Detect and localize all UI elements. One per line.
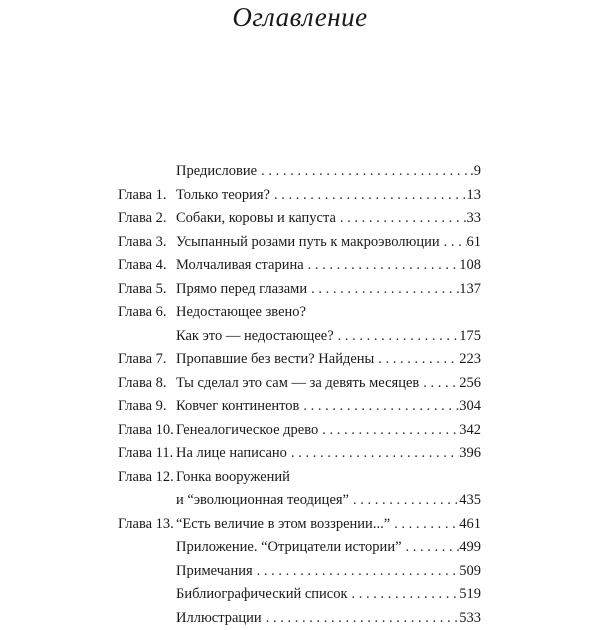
entry-title: “Есть величие в этом воззрении...” <box>176 513 390 537</box>
entry-title: Ковчег континентов <box>176 395 299 419</box>
entry-title: Генеалогическое древо <box>176 419 318 443</box>
toc-row <box>118 160 481 184</box>
toc-row <box>118 583 481 607</box>
leader-dots <box>440 231 467 255</box>
toc-row <box>118 254 481 278</box>
chapter-number: Глава 9. <box>118 395 176 419</box>
table-of-contents <box>118 160 481 630</box>
chapter-number: Глава 7. <box>118 348 176 372</box>
page-number: 396 <box>459 442 481 466</box>
leader-dots <box>270 184 467 208</box>
toc-entry[interactable] <box>176 301 481 325</box>
page-number: 33 <box>467 207 482 231</box>
toc-row <box>118 466 481 490</box>
leader-dots <box>336 207 467 231</box>
chapter-number: Глава 11. <box>118 442 176 466</box>
entry-title: Прямо перед глазами <box>176 278 307 302</box>
chapter-number: Глава 2. <box>118 207 176 231</box>
toc-entry[interactable] <box>176 184 481 208</box>
entry-title: Предисловие <box>176 160 257 184</box>
toc-entry[interactable] <box>176 419 481 443</box>
toc-row <box>118 207 481 231</box>
entry-title: Усыпанный розами путь к макроэволюции <box>176 231 440 255</box>
toc-entry[interactable] <box>176 466 481 490</box>
page-number: 435 <box>459 489 481 513</box>
toc-row <box>118 348 481 372</box>
toc-row <box>118 301 481 325</box>
toc-row <box>118 231 481 255</box>
chapter-number: Глава 1. <box>118 184 176 208</box>
leader-dots <box>262 607 460 630</box>
entry-title: Только теория? <box>176 184 270 208</box>
page-number: 137 <box>459 278 481 302</box>
toc-entry[interactable] <box>176 489 481 513</box>
toc-entry[interactable] <box>176 278 481 302</box>
entry-title: Иллюстрации <box>176 607 262 630</box>
leader-dots <box>257 160 470 184</box>
page-number: 461 <box>459 513 481 537</box>
chapter-number: Глава 4. <box>118 254 176 278</box>
toc-entry[interactable] <box>176 536 481 560</box>
leader-dots <box>349 489 459 513</box>
toc-row <box>118 395 481 419</box>
leader-dots <box>374 348 459 372</box>
toc-entry[interactable] <box>176 395 481 419</box>
chapter-number: Глава 10. <box>118 419 176 443</box>
toc-entry[interactable] <box>176 560 481 584</box>
toc-row <box>118 184 481 208</box>
leader-dots <box>390 513 459 537</box>
leader-dots <box>304 254 460 278</box>
entry-title: Недостающее звено? <box>176 301 306 325</box>
leader-dots <box>348 583 460 607</box>
chapter-number: Глава 6. <box>118 301 176 325</box>
entry-title: Молчаливая старина <box>176 254 304 278</box>
entry-title: Гонка вооружений <box>176 466 290 490</box>
page-number: 304 <box>459 395 481 419</box>
toc-entry[interactable] <box>176 348 481 372</box>
entry-title: Приложение. “Отрицатели истории” <box>176 536 402 560</box>
entry-title: и “эволюционная теодицея” <box>176 489 349 513</box>
toc-entry[interactable] <box>176 254 481 278</box>
leader-dots <box>299 395 459 419</box>
toc-row <box>118 489 481 513</box>
toc-row <box>118 278 481 302</box>
page-number: 533 <box>459 607 481 630</box>
leader-dots <box>307 278 459 302</box>
toc-entry[interactable] <box>176 207 481 231</box>
page-number: .9 <box>470 160 481 184</box>
toc-entry[interactable] <box>176 583 481 607</box>
toc-entry[interactable] <box>176 372 481 396</box>
toc-entry[interactable] <box>176 325 481 349</box>
page-number: 13 <box>467 184 482 208</box>
entry-title: Как это — недостающее? <box>176 325 334 349</box>
page-number: 499 <box>459 536 481 560</box>
entry-title: Библиографический список <box>176 583 348 607</box>
toc-entry[interactable] <box>176 231 481 255</box>
chapter-number: Глава 8. <box>118 372 176 396</box>
leader-dots <box>402 536 460 560</box>
leader-dots <box>334 325 460 349</box>
leader-dots <box>253 560 460 584</box>
entry-title: Собаки, коровы и капуста <box>176 207 336 231</box>
entry-title: Ты сделал это сам — за девять месяцев <box>176 372 419 396</box>
chapter-number: Глава 3. <box>118 231 176 255</box>
toc-row <box>118 419 481 443</box>
toc-entry[interactable] <box>176 160 481 184</box>
page-number: 256 <box>459 372 481 396</box>
page-number: 175 <box>459 325 481 349</box>
toc-row <box>118 513 481 537</box>
toc-row <box>118 536 481 560</box>
page-number: 223 <box>459 348 481 372</box>
toc-entry[interactable] <box>176 513 481 537</box>
leader-dots <box>287 442 459 466</box>
toc-row <box>118 372 481 396</box>
toc-entry[interactable] <box>176 442 481 466</box>
toc-row <box>118 442 481 466</box>
chapter-number: Глава 12. <box>118 466 176 490</box>
chapter-number: Глава 13. <box>118 513 176 537</box>
page-title: Оглавление <box>0 2 600 33</box>
leader-dots <box>318 419 459 443</box>
toc-entry[interactable] <box>176 607 481 630</box>
entry-title: Пропавшие без вести? Найдены <box>176 348 374 372</box>
entry-title: На лице написано <box>176 442 287 466</box>
leader-dots <box>419 372 459 396</box>
page-number: 342 <box>459 419 481 443</box>
chapter-number: Глава 5. <box>118 278 176 302</box>
page-number: 509 <box>459 560 481 584</box>
toc-row <box>118 325 481 349</box>
entry-title: Примечания <box>176 560 253 584</box>
toc-row <box>118 560 481 584</box>
page-number: 519 <box>459 583 481 607</box>
page-number: 61 <box>467 231 482 255</box>
toc-row <box>118 607 481 630</box>
page-number: 108 <box>459 254 481 278</box>
